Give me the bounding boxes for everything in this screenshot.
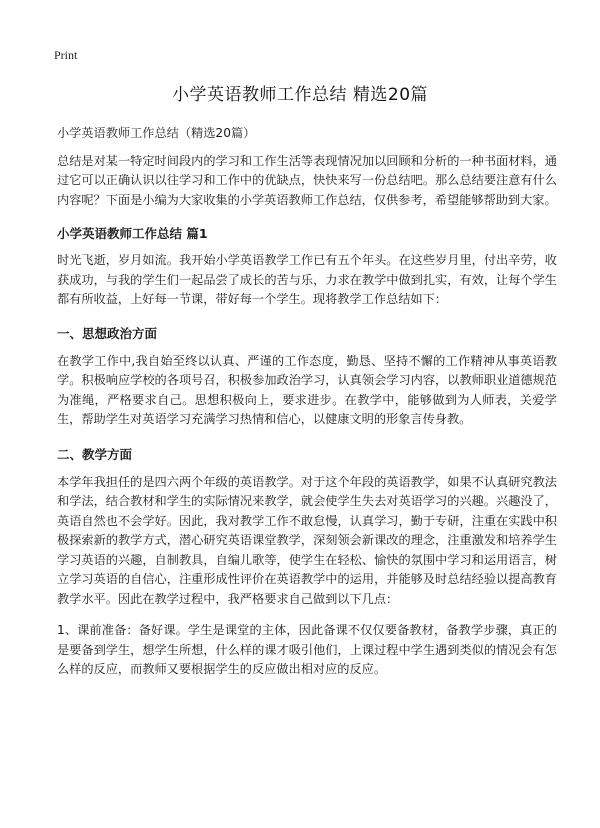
list-item: 1、课前准备：备好课。学生是课堂的主体，因此备课不仅仅要备教材，备教学步骤，真正的是要备到学生，想学生所想，什么样的课才吸引他们，上课过程中学生遇到类似的情况会有怎么样的反应，而教师又要根据学生的反应做出相对应的反应。 xyxy=(57,623,557,676)
intro-paragraph: 总结是对某一特定时间段内的学习和工作生活等表现情况加以回顾和分析的一种书面材料，通过它可以正确认识以往学习和工作中的优缺点，快快来写一份总结吧。那么总结要注意有什么内容呢？下面是小编为大家收集的小学英语教师工作总结，仅供参考，希望能够帮助到大家。 xyxy=(57,153,557,207)
article-intro-paragraph: 时光飞逝，岁月如流。我开始小学英语教学工作已有五个年头。在这些岁月里，付出辛劳，收获成功，与我的学生们一起品尝了成长的苦与乐，力求在教学中做到扎实，有效，让每个学生都有所收益，上好每一节课，带好每一个学生。现将教学工作总结如下： xyxy=(57,253,557,306)
section-heading-politics: 一、思想政治方面 xyxy=(57,325,158,341)
page-title: 小学英语教师工作总结 精选20篇 xyxy=(171,85,429,105)
section-heading-teaching: 二、教学方面 xyxy=(57,446,133,462)
section-body-politics: 在教学工作中,我自始至终以认真、严谨的工作态度，勤恳、坚持不懈的工作精神从事英语教学。积极响应学校的各项号召，积极参加政治学习，认真领会学习内容，以教师职业道德规范为准绳，严格要求自己。思想积极向上，要求进步。在教学中，能够做到为人师表，关爱学生，帮助学生对英语学习充满学习热情和信心，以健康文明的形象言传身教。 xyxy=(57,353,557,426)
section-body-teaching: 本学年我担任的是四六两个年级的英语教学。对于这个年段的英语教学，如果不认真研究教法和学法，结合教材和学生的实际情况来教学，就会使学生失去对英语学习的兴趣。兴趣没了，英语自然也不会学好。因此，我对教学工作不敢怠慢，认真学习，勤于专研，注重在实践中积极探索新的教学方式，潜心研究英语课堂教学，深刻领会新课改的理念，注重激发和培养学生学习英语的兴趣，自制教具，自编儿歌等，使学生在轻松、愉快的氛围中学习和运用语言，树立学习英语的自信心，注重形成性评价在英语教学中的运用，并能够及时总结经验以提高教育教学水平。因此在教学过程中，我严格要求自己做到以下几点： xyxy=(57,474,557,606)
document-body xyxy=(57,124,557,680)
print-link[interactable]: Print xyxy=(54,48,78,62)
article-heading: 小学英语教师工作总结 篇1 xyxy=(57,226,208,241)
document-subtitle: 小学英语教师工作总结（精选20篇） xyxy=(57,126,256,140)
